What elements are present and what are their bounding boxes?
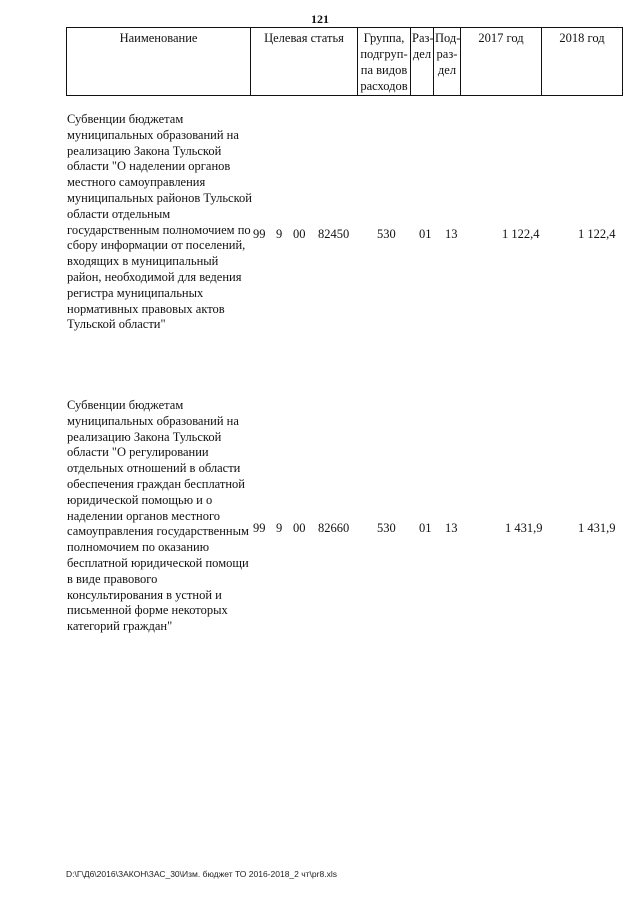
header-group-line: па видов <box>360 63 408 77</box>
header-group-line: расходов <box>360 79 408 93</box>
header-subsection-line: дел <box>437 63 457 77</box>
table-header <box>66 27 623 96</box>
row-target-program: 99 <box>253 521 266 535</box>
row-target-program: 99 <box>253 227 266 241</box>
row-target-main-event: 00 <box>293 521 306 535</box>
row-name: Субвенции бюджетам муниципальных образований на реализацию Закона Тульской области "О наделении органов местного самоуправления муниципальных районов Тульской области отдельным государственным полномочием по сбору информации от поселений, входящих в муниципальный район, необходимой для ведения регистра муниципальных нормативных правовых актов Тульской области" <box>67 112 252 332</box>
header-name: Наименование <box>67 28 251 96</box>
row-group: 530 <box>377 521 396 535</box>
header-section <box>411 28 434 96</box>
header-subsection <box>434 28 461 96</box>
header-year-2017: 2017 год <box>461 28 542 96</box>
header-section-line: дел <box>412 47 432 61</box>
row-target-subprogram: 9 <box>276 521 283 535</box>
row-section: 01 <box>419 521 432 535</box>
row-subsection: 13 <box>445 521 458 535</box>
header-target-article: Целевая статья <box>251 28 358 96</box>
row-target-subprogram: 9 <box>276 227 283 241</box>
row-target-main-event: 00 <box>293 227 306 241</box>
header-subsection-line: раз- <box>436 47 458 61</box>
file-path-footer: D:\Г\Д6\2016\ЗАКОН\ЗАС_30\Изм. бюджет ТО 2016-2018_2 чт\pr8.xls <box>66 869 337 879</box>
header-year-2018: 2018 год <box>542 28 623 96</box>
page-number: 121 <box>311 12 329 26</box>
row-value-2018: 1 431,9 <box>578 521 616 535</box>
header-group-line: подгруп- <box>360 47 408 61</box>
header-section-line: Раз- <box>412 31 434 45</box>
header-group-line: Группа, <box>363 31 405 45</box>
row-subsection: 13 <box>445 227 458 241</box>
row-section: 01 <box>419 227 432 241</box>
row-value-2017: 1 431,9 <box>505 521 543 535</box>
row-value-2018: 1 122,4 <box>578 227 616 241</box>
header-subsection-line: Под- <box>435 31 461 45</box>
row-target-direction: 82660 <box>318 521 350 535</box>
row-value-2017: 1 122,4 <box>502 227 540 241</box>
row-target-direction: 82450 <box>318 227 350 241</box>
row-name: Субвенции бюджетам муниципальных образований на реализацию Закона Тульской области "О регулировании отдельных отношений в области обеспечения граждан бесплатной юридической помощью и о наделении органов местного самоуправления государственным полномочием по оказанию бесплатной юридической помощи в виде правового консультирования в устной и письменной форме некоторых категорий граждан" <box>67 398 249 634</box>
row-group: 530 <box>377 227 396 241</box>
header-group <box>358 28 411 96</box>
